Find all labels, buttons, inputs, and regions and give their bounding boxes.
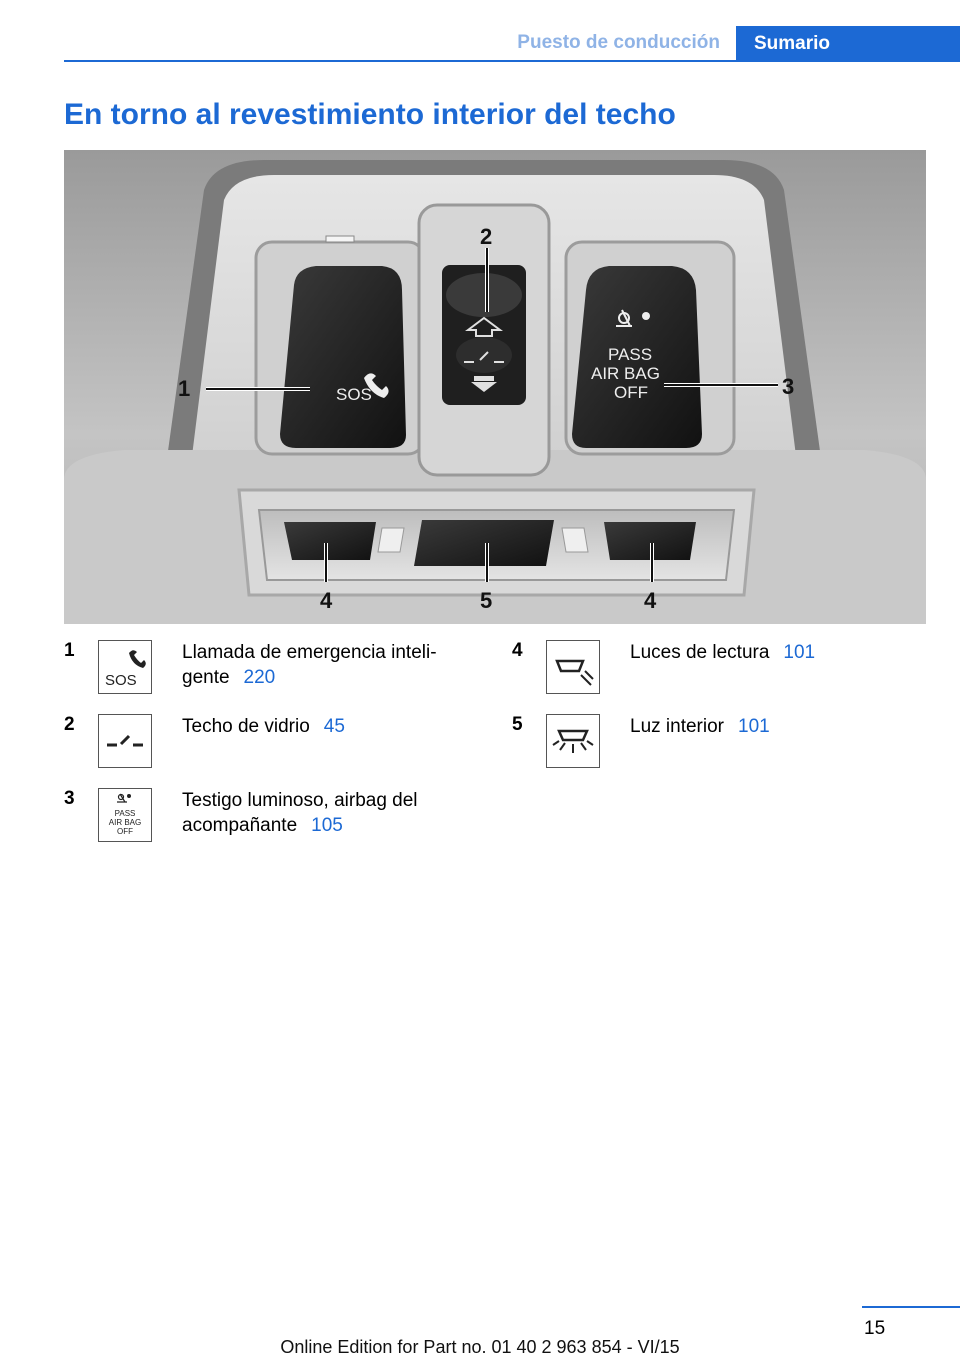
pass-label: PASS (608, 345, 653, 364)
page-title: En torno al revestimiento interior del techo (64, 98, 676, 131)
legend-text (182, 788, 472, 838)
legend-text-line2: acompañante (182, 815, 298, 836)
page-reference-link[interactable]: 220 (243, 667, 276, 688)
sos-call-icon (98, 640, 152, 694)
callout-3: 3 (782, 374, 795, 399)
airbag-label: AIR BAG (591, 364, 660, 383)
header-section-title: Puesto de conducción (517, 32, 720, 53)
legend-text-line1: Techo de vidrio (182, 716, 310, 737)
glass-roof-icon (98, 714, 152, 768)
page-reference-link[interactable]: 105 (311, 815, 343, 836)
callout-4-left: 4 (320, 588, 333, 613)
icon-airbag-text: AIR BAG (108, 818, 142, 827)
page-reference-link[interactable]: 45 (323, 716, 345, 737)
legend-item-2 (64, 714, 484, 770)
legend-item-4 (512, 640, 932, 696)
header-tab[interactable]: Sumario (736, 26, 960, 62)
legend-number: 1 (64, 640, 75, 661)
legend-text (182, 714, 472, 739)
header-rule (64, 60, 960, 62)
callout-5: 5 (480, 588, 493, 613)
legend-number: 5 (512, 714, 523, 735)
legend-text (630, 714, 920, 739)
legend-text-line1: Luz interior (630, 716, 724, 737)
page-number: 15 (864, 1318, 886, 1339)
legend-item-5 (512, 714, 932, 770)
icon-sos-text: SOS (105, 672, 137, 689)
icon-off-text: OFF (117, 827, 133, 836)
callout-4-right: 4 (644, 588, 657, 613)
page-reference-link[interactable]: 101 (783, 642, 816, 663)
passenger-airbag-off-icon (98, 788, 152, 842)
overhead-console-photo (64, 150, 926, 624)
page-reference-link[interactable]: 101 (738, 716, 770, 737)
off-label: OFF (614, 383, 648, 402)
footer-edition: Online Edition for Part no. 01 40 2 963 854 - VI/15 (280, 1337, 680, 1357)
reading-light-icon (546, 640, 600, 694)
page-number-rule (862, 1306, 960, 1308)
icon-pass-text: PASS (114, 809, 136, 818)
legend-text-line1: Llamada de emergencia inteli- (182, 642, 437, 663)
legend-text-line2: gente (182, 667, 230, 688)
legend-number: 3 (64, 788, 75, 809)
legend-text (630, 640, 920, 665)
sos-button-label: SOS (336, 385, 372, 404)
legend-text-line1: Luces de lectura (630, 642, 770, 663)
interior-light-icon (546, 714, 600, 768)
legend-number: 2 (64, 714, 75, 735)
callout-1: 1 (178, 376, 191, 401)
legend-number: 4 (512, 640, 523, 661)
legend-text-line1: Testigo luminoso, airbag del (182, 790, 418, 811)
legend-text (182, 640, 472, 690)
callout-2: 2 (480, 224, 493, 249)
legend-item-3 (64, 788, 484, 844)
legend-item-1 (64, 640, 484, 696)
